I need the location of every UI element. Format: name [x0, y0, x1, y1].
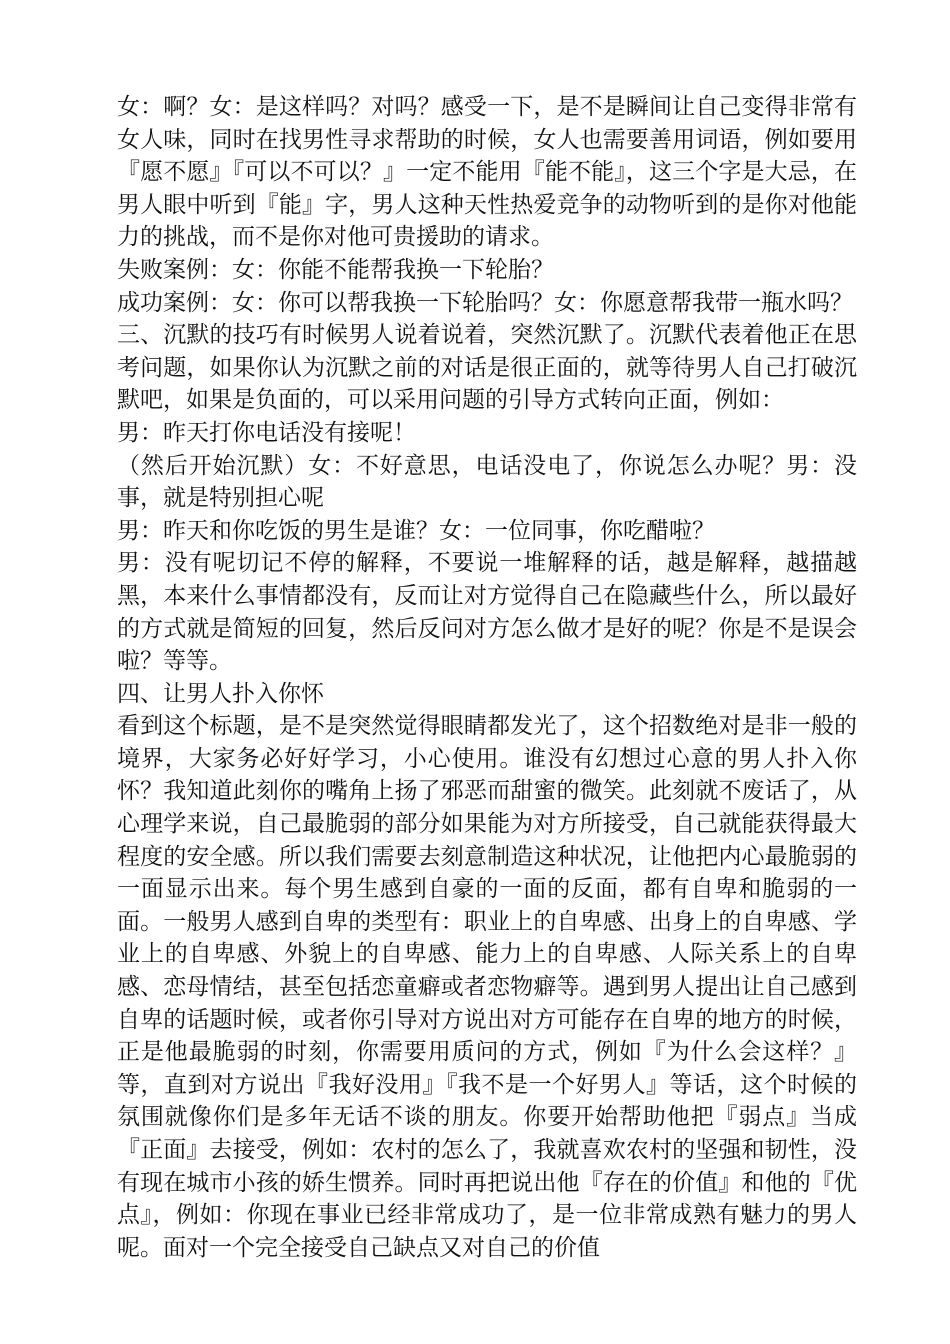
- paragraph-dialogue-1: 男：昨天打你电话没有接呢！: [117, 419, 416, 446]
- paragraph-failure-case: 失败案例：女：你能不能帮我换一下轮胎？: [117, 256, 554, 283]
- paragraph-request-wording: 女：啊？女：是这样吗？对吗？感受一下，是不是瞬间让自己变得非常有女人味，同时在找男性寻求帮助的时候，女人也需要善用词语，例如要用『愿不愿』『可以不可以？』一定不能用『能不能』，这三个字是大忌，在男人眼中听到『能』字，男人这种天性热爱竞争的动物听到的是你对他能力的挑战，而不是你对他可贵援助的请求。: [117, 94, 857, 251]
- paragraph-silence-technique: 三、沉默的技巧有时候男人说着说着，突然沉默了。沉默代表着他正在思考问题，如果你认为沉默之前的对话是很正面的，就等待男人自己打破沉默吧，如果是负面的，可以采用问题的引导方式转向正面，例如：: [117, 322, 857, 414]
- paragraph-section-four-body: 看到这个标题，是不是突然觉得眼睛都发光了，这个招数绝对是非一般的境界，大家务必好好学习，小心使用。谁没有幻想过心意的男人扑入你怀？我知道此刻你的嘴角上扬了邪恶而甜蜜的微笑。此刻就不废话了，从心理学来说，自己最脆弱的部分如果能为对方所接受，自己就能获得最大程度的安全感。所以我们需要去刻意制造这种状况，让他把内心最脆弱的一面显示出来。每个男生感到自豪的一面的反面，都有自卑和脆弱的一面。一般男人感到自卑的类型有：职业上的自卑感、出身上的自卑感、学业上的自卑感、外貌上的自卑感、能力上的自卑感、人际关系上的自卑感、恋母情结，甚至包括恋童癖或者恋物癖等。遇到男人提出让自己感到自卑的话题时候，或者你引导对方说出对方可能存在自卑的地方的时候，正是他最脆弱的时刻，你需要用质问的方式，例如『为什么会这样？』等，直到对方说出『我好没用』『我不是一个好男人』等话，这个时候的氛围就像你们是多年无话不谈的朋友。你要开始帮助他把『弱点』当成『正面』去接受，例如：农村的怎么了，我就喜欢农村的坚强和韧性，没有现在城市小孩的娇生惯养。同时再把说出他『存在的价值』和他的『优点』，例如：你现在事业已经非常成功了，是一位非常成熟有魅力的男人呢。面对一个完全接受自己缺点又对自己的价值: [117, 713, 857, 1261]
- paragraph-dialogue-3: 男：昨天和你吃饭的男生是谁？女：一位同事，你吃醋啦？: [117, 517, 715, 544]
- paragraph-dialogue-2: （然后开始沉默）女：不好意思，电话没电了，你说怎么办呢？男：没事，就是特别担心呢: [117, 452, 857, 512]
- paragraph-dialogue-4: 男：没有呢切记不停的解释，不要说一堆解释的话，越是解释，越描越黑，本来什么事情都没有，反而让对方觉得自己在隐藏些什么，所以最好的方式就是简短的回复，然后反问对方怎么做才是好的呢？你是不是误会啦？等等。: [117, 550, 857, 675]
- section-heading-four: 四、让男人扑入你怀: [117, 680, 324, 707]
- paragraph-success-case: 成功案例：女：你可以帮我换一下轮胎吗？女：你愿意帮我带一瓶水吗？: [117, 289, 853, 316]
- document-page: [117, 91, 857, 1264]
